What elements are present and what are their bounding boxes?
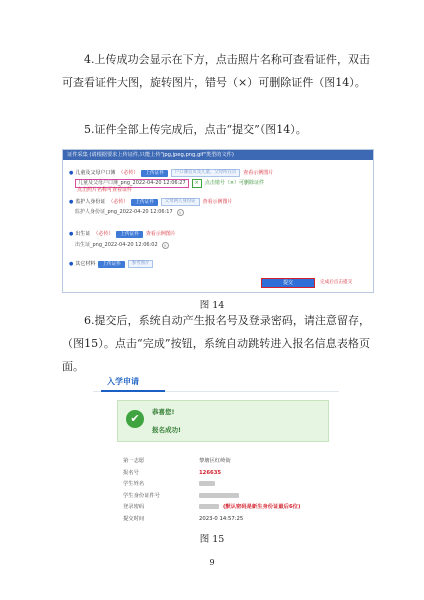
success-message-box	[117, 400, 329, 442]
upload-button-other[interactable]: 上传证件	[98, 261, 124, 268]
paragraph-step-4: 4.上传成功会显示在下方，点击照片名称可查看证件，双击可查看证件大图，旋转图片，错号（×）可删除证件（图14）。	[62, 53, 370, 89]
info-row-submit-time	[117, 514, 337, 526]
delete-file-icon[interactable]: ×	[163, 243, 167, 248]
info-row-password	[117, 502, 337, 514]
uploaded-file-link-guardian-id[interactable]: 监护人身份证_png_2022-04-20 12:06:17	[75, 209, 173, 215]
row-label: 儿童及父母户口簿	[75, 169, 116, 176]
sample-tag-guardian-id[interactable]: 父母两人身份证	[161, 198, 200, 206]
info-row-first-choice	[117, 456, 337, 468]
upload-row-guardian-id	[69, 198, 233, 206]
info-label: 学生身份证件号	[123, 492, 161, 499]
info-label: 登录密码	[123, 504, 145, 510]
bullet-icon: ●	[69, 231, 74, 237]
info-row-student-name	[117, 479, 337, 491]
active-tab-indicator	[101, 390, 165, 392]
paragraph-step-6: 6.提交后，系统自动产生报名号及登录密码，请注意留存，（图15）。点击“完成”按钮，系统自动跳转进入报名信息表格页面。	[62, 314, 370, 373]
application-info-list	[117, 456, 337, 525]
password-note: (默认密码是新生身份证最后6位)	[223, 504, 301, 510]
uploaded-file-link-birth-cert[interactable]: 出生证_png_2022-04-20 12:06:02	[75, 242, 158, 248]
bullet-icon: ●	[69, 260, 74, 267]
view-sample-link[interactable]: 查看示例图片	[145, 231, 176, 237]
application-tab-title: 入学申请	[107, 377, 139, 386]
upload-button-hukou[interactable]: 上传证件	[141, 170, 167, 177]
uploaded-file-row-guardian-id	[75, 209, 184, 216]
figure-15-caption: 图 15	[199, 534, 225, 545]
upload-button-birth-cert[interactable]: 上传证件	[116, 231, 142, 238]
file-hint-row	[77, 187, 132, 194]
congrats-text: 恭喜您!	[152, 408, 175, 416]
delete-file-icon[interactable]: ×	[178, 210, 182, 215]
submit-button[interactable]: 提交	[261, 278, 315, 288]
paragraph-step-5: 5.证件全部上传完成后，点击“提交”（图14）。	[84, 123, 307, 136]
upload-row-hukou	[69, 169, 273, 177]
bullet-icon: ●	[69, 169, 74, 176]
bullet-icon: ●	[69, 198, 74, 205]
upload-button-guardian-id[interactable]: 上传证件	[131, 199, 157, 206]
upload-panel-header: 证件采集 (请根据要求上传证件,只能上传"jpg,jpeg,png,gif"类型的文件)	[63, 150, 373, 160]
success-text: 报名成功!	[152, 426, 181, 434]
view-sample-link[interactable]: 查看示例图片	[202, 198, 233, 205]
success-check-icon: ✔	[126, 410, 144, 428]
figure-14-certificate-upload	[62, 149, 374, 293]
figure-14-caption: 图 14	[199, 300, 225, 311]
view-sample-link[interactable]: 查看示例图片	[243, 169, 274, 176]
required-tag: （必传）	[93, 231, 114, 237]
info-row-student-id	[117, 491, 337, 503]
upload-row-other	[69, 260, 156, 268]
delete-file-icon[interactable]: ×	[192, 179, 202, 188]
sample-tag-hukou[interactable]: 户口簿首页及儿童、父母所在页	[171, 169, 240, 177]
file-name-hint: 点击照片名称可查看证件	[77, 187, 133, 193]
uploaded-file-row-birth-cert	[75, 242, 169, 249]
required-tag: （必传）	[108, 198, 129, 205]
info-label: 提交时间	[123, 515, 145, 522]
info-value: 2023-0 14:57:25	[199, 515, 244, 522]
row-label: 其它材料	[75, 260, 96, 267]
info-label: 报名号	[123, 469, 139, 476]
delete-hint: 点击错号（×）可删除证件	[204, 180, 265, 186]
redacted-value	[199, 491, 239, 503]
sample-tag-other[interactable]: 参考图片	[128, 260, 154, 268]
info-label: 学生姓名	[123, 481, 145, 487]
row-label: 出生证	[75, 231, 91, 237]
info-row-application-number	[117, 468, 337, 480]
uploaded-file-link-hukou[interactable]: 儿童及父母户口簿_png_2022-04-20 12:06:27	[75, 179, 189, 188]
application-number-value: 126635	[199, 469, 222, 476]
info-value: 黎塘区红岭街	[199, 458, 231, 464]
redacted-value	[199, 479, 215, 491]
page-number: 9	[209, 558, 215, 567]
info-label: 第一志愿	[123, 458, 145, 464]
submit-hint: 完成后点击提交	[320, 280, 353, 285]
row-label: 监护人身份证	[75, 198, 106, 205]
required-tag: （必传）	[118, 169, 139, 176]
figure-15-application-result	[93, 370, 339, 526]
redacted-value	[199, 502, 300, 514]
upload-row-birth-cert	[69, 231, 176, 238]
